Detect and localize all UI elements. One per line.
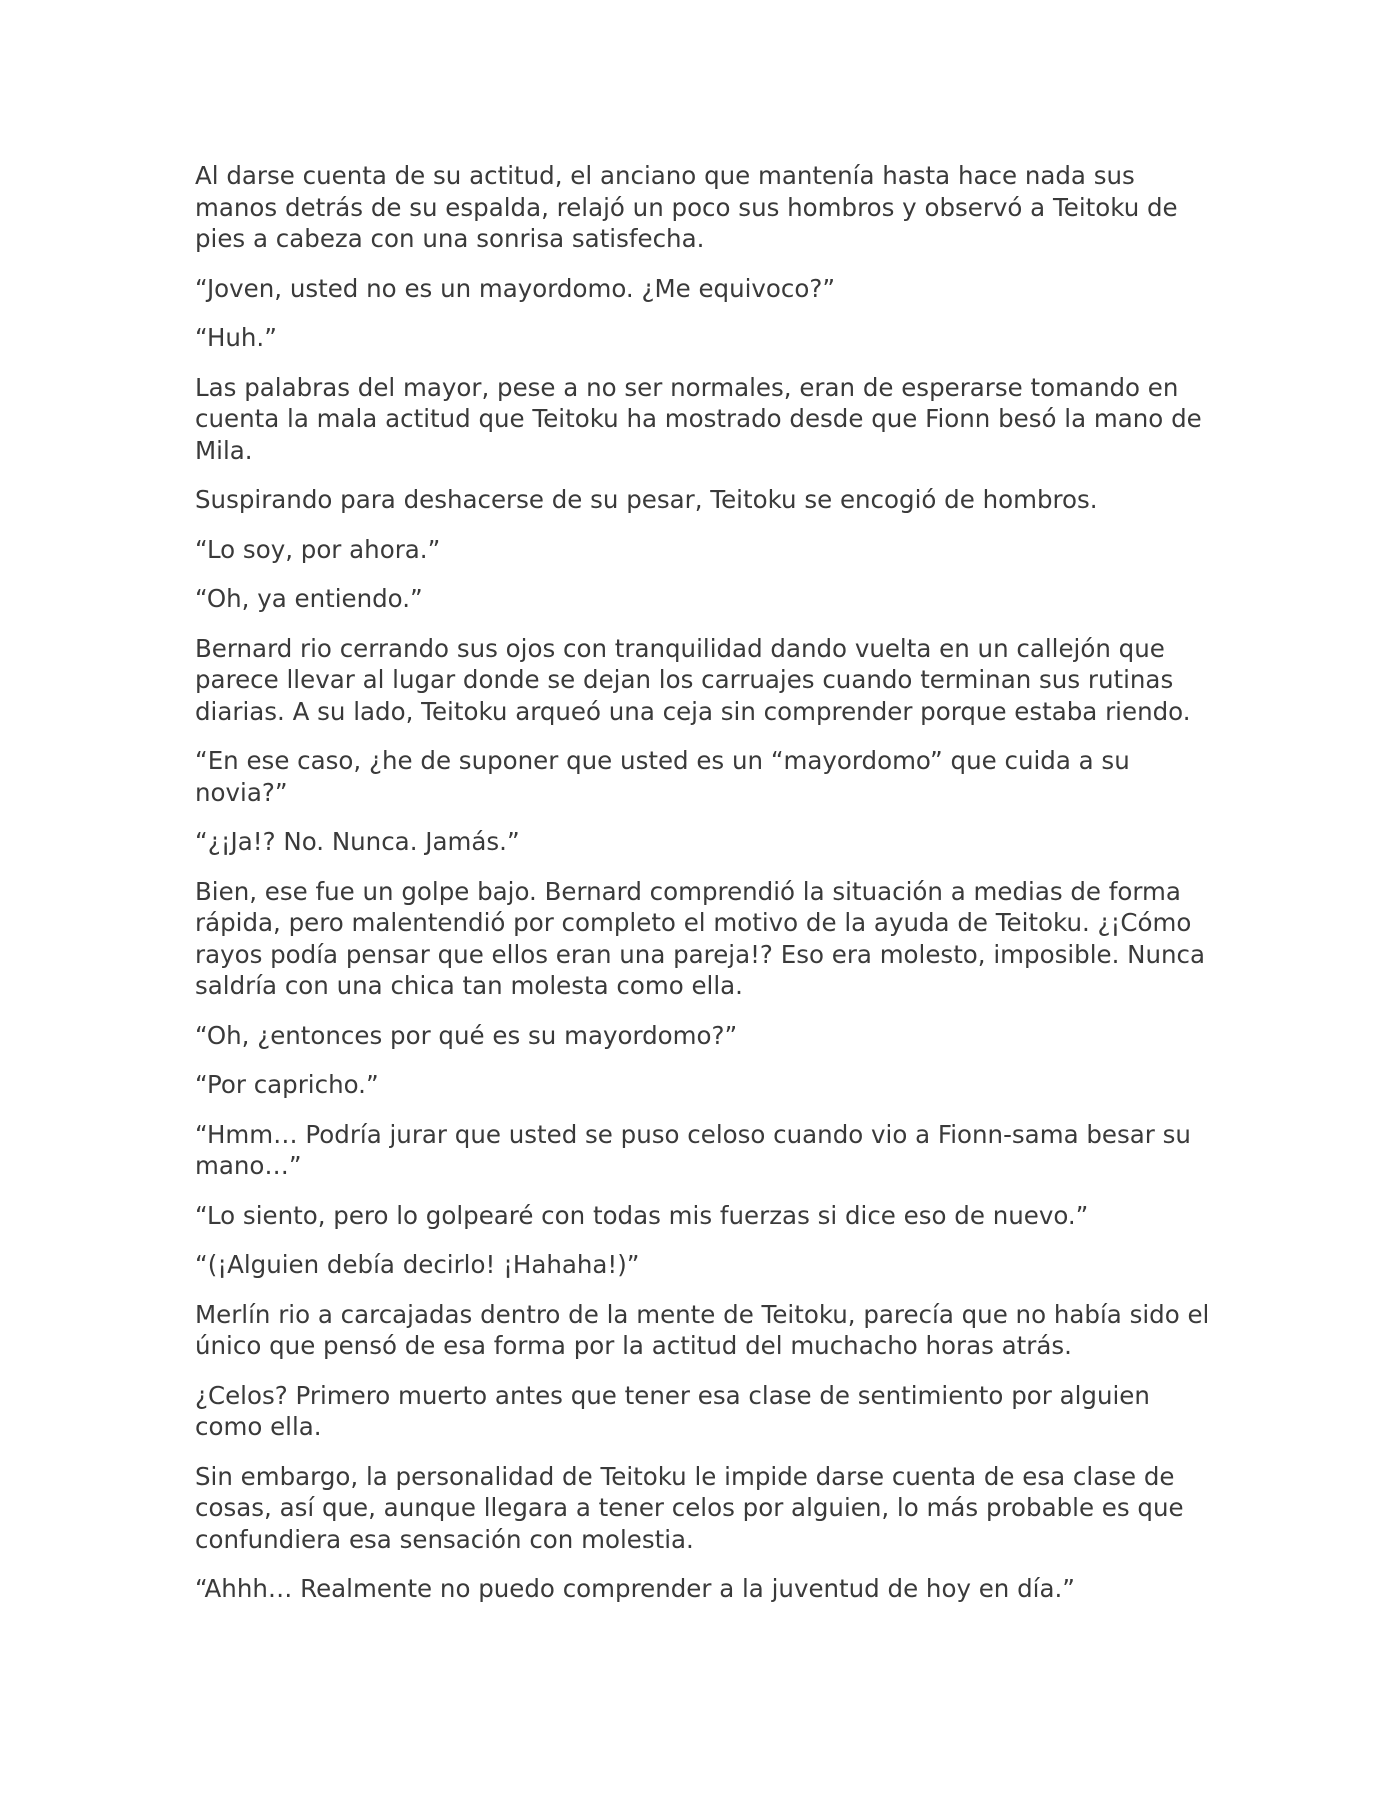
paragraph: “(¡Alguien debía decirlo! ¡Hahaha!)” bbox=[195, 1250, 640, 1279]
paragraph: Al darse cuenta de su actitud, el anciano que mantenía hasta hace nada sus manos detrás de su espalda, relajó un poco sus hombros y observó a Teitoku de pies a cabeza con una sonrisa satisfecha. bbox=[195, 161, 1178, 253]
paragraph: Las palabras del mayor, pese a no ser normales, eran de esperarse tomando en cuenta la mala actitud que Teitoku ha mostrado desde que Fionn besó la mano de Mila. bbox=[195, 372, 1202, 465]
paragraph: Bien, ese fue un golpe bajo. Bernard comprendió la situación a medias de forma rápida, pero malentendió por completo el motivo de la ayuda de Teitoku. ¿¡Cómo rayos podía pensar que ellos eran una pareja!? Eso era molesto, imposible. Nunca saldría con una chica tan molesta como ella. bbox=[195, 876, 1206, 1000]
paragraph: “¿¡Ja!? No. Nunca. Jamás.” bbox=[195, 827, 520, 856]
paragraph: “Joven, usted no es un mayordomo. ¿Me equivoco?” bbox=[195, 273, 836, 303]
paragraph: “Hmm… Podría jurar que usted se puso celoso cuando vio a Fionn-sama besar su mano…” bbox=[195, 1119, 1191, 1180]
paragraph: Merlín rio a carcajadas dentro de la mente de Teitoku, parecía que no había sido el único que pensó de esa forma por la actitud del muchacho horas atrás. bbox=[195, 1299, 1210, 1360]
paragraph: “En ese caso, ¿he de suponer que usted es un “mayordomo” que cuida a su novia?” bbox=[195, 746, 1130, 807]
paragraph: Suspirando para deshacerse de su pesar, Teitoku se encogió de hombros. bbox=[195, 485, 1098, 514]
paragraph: Bernard rio cerrando sus ojos con tranquilidad dando vuelta en un callejón que parece llevar al lugar donde se dejan los carruajes cuando terminan sus rutinas diarias. A su lado, Teitoku arqueó una ceja sin comprender porque estaba riendo. bbox=[195, 633, 1191, 726]
paragraph: “Oh, ¿entonces por qué es su mayordomo?” bbox=[195, 1020, 738, 1050]
paragraph: Sin embargo, la personalidad de Teitoku le impide darse cuenta de esa clase de cosas, así que, aunque llegara a tener celos por alguien, lo más probable es que confundiera esa sensación con molestia. bbox=[195, 1461, 1184, 1554]
paragraph: “Lo siento, pero lo golpearé con todas mis fuerzas si dice eso de nuevo.” bbox=[195, 1200, 1089, 1230]
paragraph: “Por capricho.” bbox=[195, 1070, 379, 1099]
paragraph: “Lo soy, por ahora.” bbox=[195, 534, 441, 564]
document-page bbox=[195, 160, 1215, 1623]
paragraph: ¿Celos? Primero muerto antes que tener esa clase de sentimiento por alguien como ella. bbox=[195, 1380, 1150, 1441]
paragraph: “Ahhh… Realmente no puedo comprender a la juventud de hoy en día.” bbox=[195, 1574, 1075, 1603]
paragraph: “Huh.” bbox=[195, 323, 277, 352]
paragraph: “Oh, ya entiendo.” bbox=[195, 584, 423, 613]
